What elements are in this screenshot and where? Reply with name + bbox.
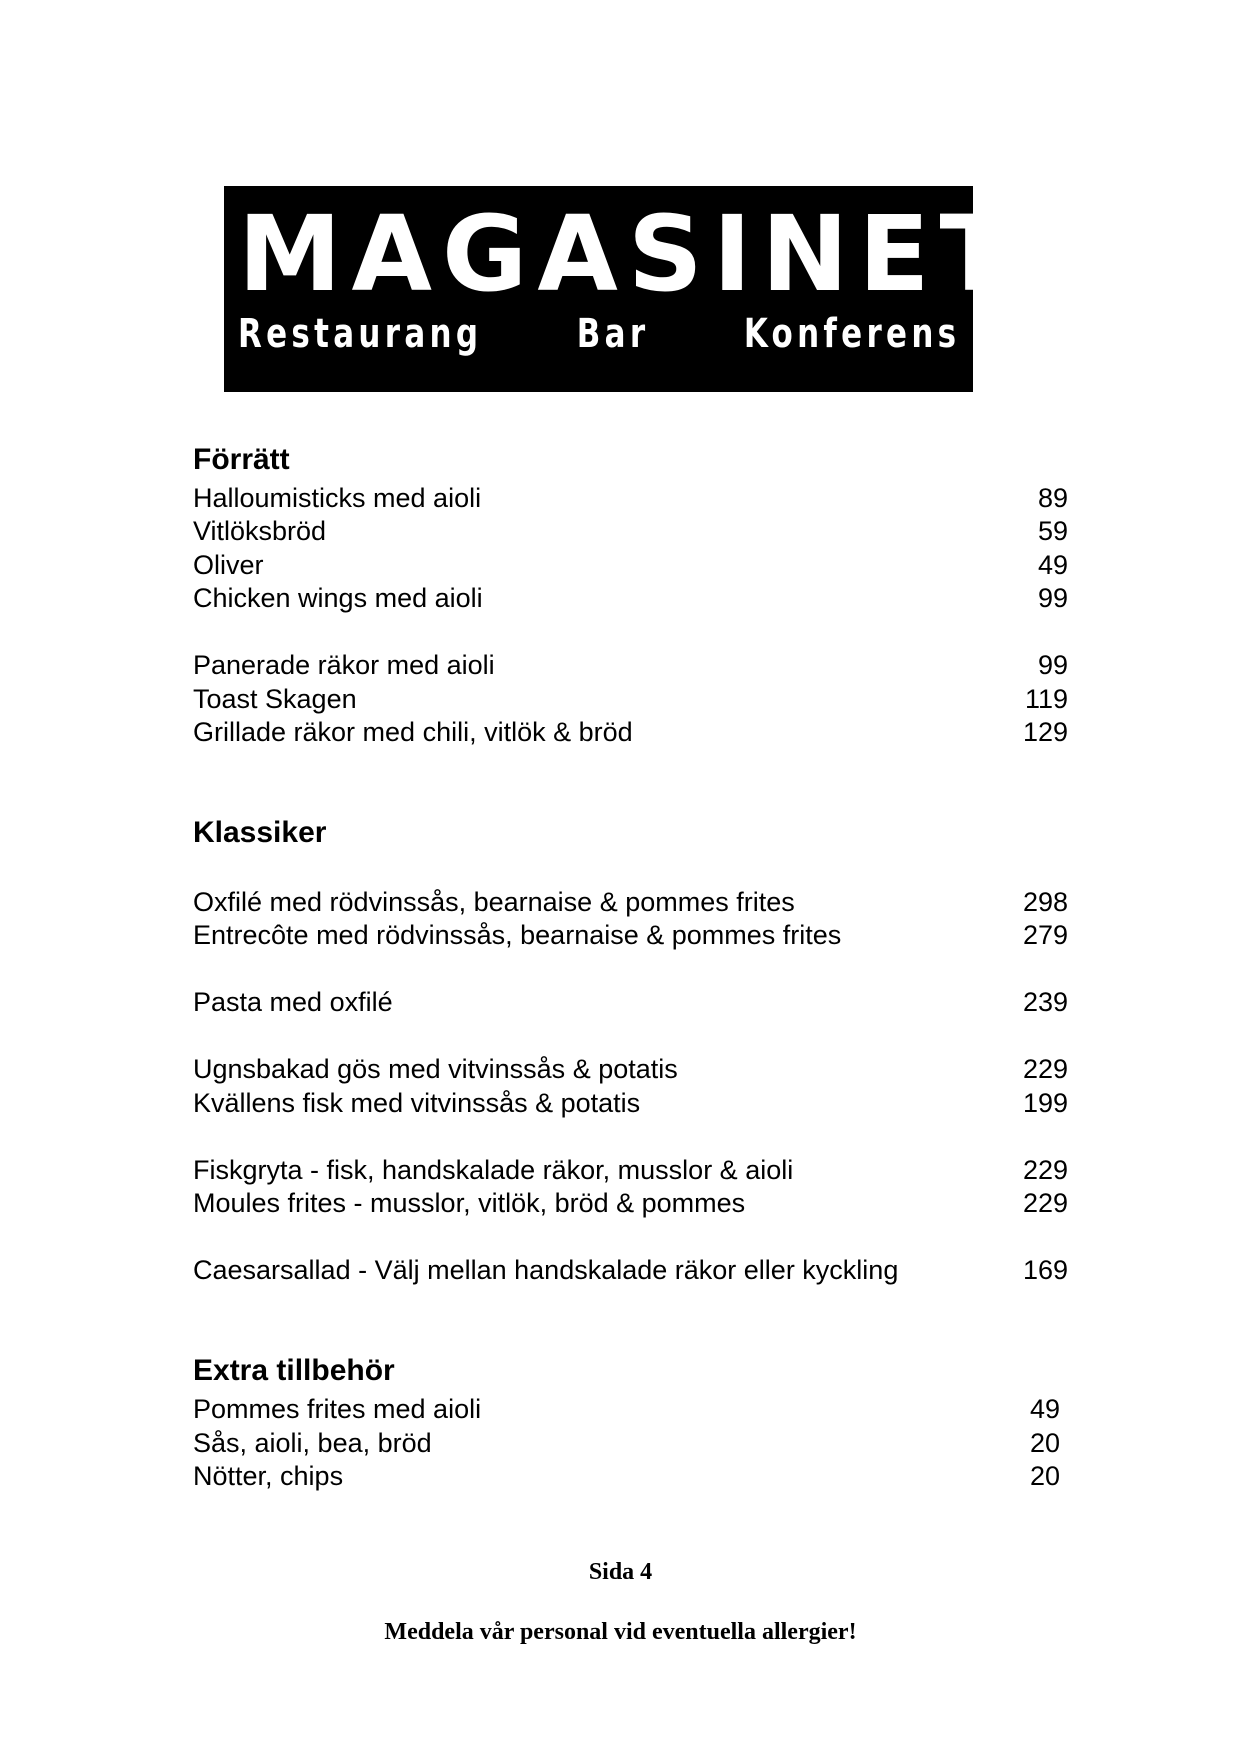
- menu-item: [193, 1253, 1068, 1287]
- menu-item: [193, 1086, 1068, 1120]
- menu-item-price: 89: [1037, 483, 1068, 513]
- logo-subtitle-bar: Bar: [576, 311, 650, 357]
- menu-item: [193, 1052, 1068, 1086]
- menu-item-price: 298: [1022, 887, 1068, 917]
- menu-item-price: 49: [1029, 1394, 1060, 1424]
- menu-item-name: Halloumisticks med aioli: [193, 483, 482, 513]
- menu-item-name: Grillade räkor med chili, vitlök & bröd: [193, 717, 633, 747]
- menu-item-price: 119: [1024, 684, 1068, 714]
- allergy-note: Meddela vår personal vid eventuella allergier!: [384, 1619, 857, 1645]
- menu-item: [193, 885, 1068, 919]
- menu-item: [193, 985, 1068, 1019]
- menu-item-price: 129: [1022, 717, 1068, 747]
- menu-item-name: Toast Skagen: [193, 684, 357, 714]
- menu-item-name: Nötter, chips: [193, 1461, 344, 1491]
- menu-item: [193, 1426, 1068, 1460]
- menu-item-price: 199: [1022, 1088, 1068, 1118]
- menu-item-name: Sås, aioli, bea, bröd: [193, 1428, 432, 1458]
- menu-item-name: Fiskgryta - fisk, handskalade räkor, musslor & aioli: [193, 1155, 794, 1185]
- menu-item-name: Oliver: [193, 550, 264, 580]
- menu-item-price: 99: [1037, 583, 1068, 613]
- logo-subtitle-restaurang: Restaurang: [238, 311, 483, 357]
- menu-item: [193, 1153, 1068, 1187]
- menu-item: [193, 548, 1068, 582]
- logo-title: MAGASINET: [238, 193, 1021, 315]
- magasinet-logo: [224, 186, 1021, 392]
- menu-item-name: Pommes frites med aioli: [193, 1394, 482, 1424]
- menu-item: [193, 1392, 1068, 1426]
- menu-item-name: Entrecôte med rödvinssås, bearnaise & pommes frites: [193, 920, 842, 950]
- menu-item: [193, 481, 1068, 515]
- page-number: Sida 4: [588, 1559, 653, 1585]
- menu-item: [193, 514, 1068, 548]
- menu-item-name: Ugnsbakad gös med vitvinssås & potatis: [193, 1054, 678, 1084]
- menu-item-price: 229: [1022, 1155, 1068, 1185]
- menu-item-price: 169: [1022, 1255, 1068, 1285]
- menu-item-price: 20: [1029, 1428, 1060, 1458]
- menu-item: [193, 918, 1068, 952]
- menu-item: [193, 715, 1068, 749]
- section-heading-klassiker: Klassiker: [193, 816, 327, 849]
- menu-item-name: Pasta med oxfilé: [193, 987, 393, 1017]
- menu-item: [193, 1186, 1068, 1220]
- menu-item-price: 279: [1022, 920, 1068, 950]
- menu-item-name: Kvällens fisk med vitvinssås & potatis: [193, 1088, 641, 1118]
- menu-item-name: Vitlöksbröd: [193, 516, 327, 546]
- logo-subtitle-konferens: Konferens: [743, 311, 961, 357]
- menu-item-price: 229: [1022, 1188, 1068, 1218]
- menu-item-name: Chicken wings med aioli: [193, 583, 483, 613]
- menu-item: [193, 648, 1068, 682]
- menu-item-name: Panerade räkor med aioli: [193, 650, 495, 680]
- menu-item-price: 239: [1022, 987, 1068, 1017]
- menu-item-price: 49: [1037, 550, 1068, 580]
- menu-item: [193, 581, 1068, 615]
- menu-item: [193, 682, 1068, 716]
- section-heading-forratt: Förrätt: [193, 443, 290, 476]
- menu-item: [193, 1459, 1068, 1493]
- logo-subtitle: [238, 304, 960, 364]
- menu-item-name: Oxfilé med rödvinssås, bearnaise & pommes frites: [193, 887, 795, 917]
- menu-item-price: 99: [1037, 650, 1068, 680]
- menu-item-price: 20: [1029, 1461, 1060, 1491]
- menu-item-name: Moules frites - musslor, vitlök, bröd & pommes: [193, 1188, 746, 1218]
- menu-item-price: 59: [1037, 516, 1068, 546]
- section-heading-extra: Extra tillbehör: [193, 1354, 395, 1387]
- menu-item-price: 229: [1022, 1054, 1068, 1084]
- menu-item-name: Caesarsallad - Välj mellan handskalade räkor eller kyckling: [193, 1255, 899, 1285]
